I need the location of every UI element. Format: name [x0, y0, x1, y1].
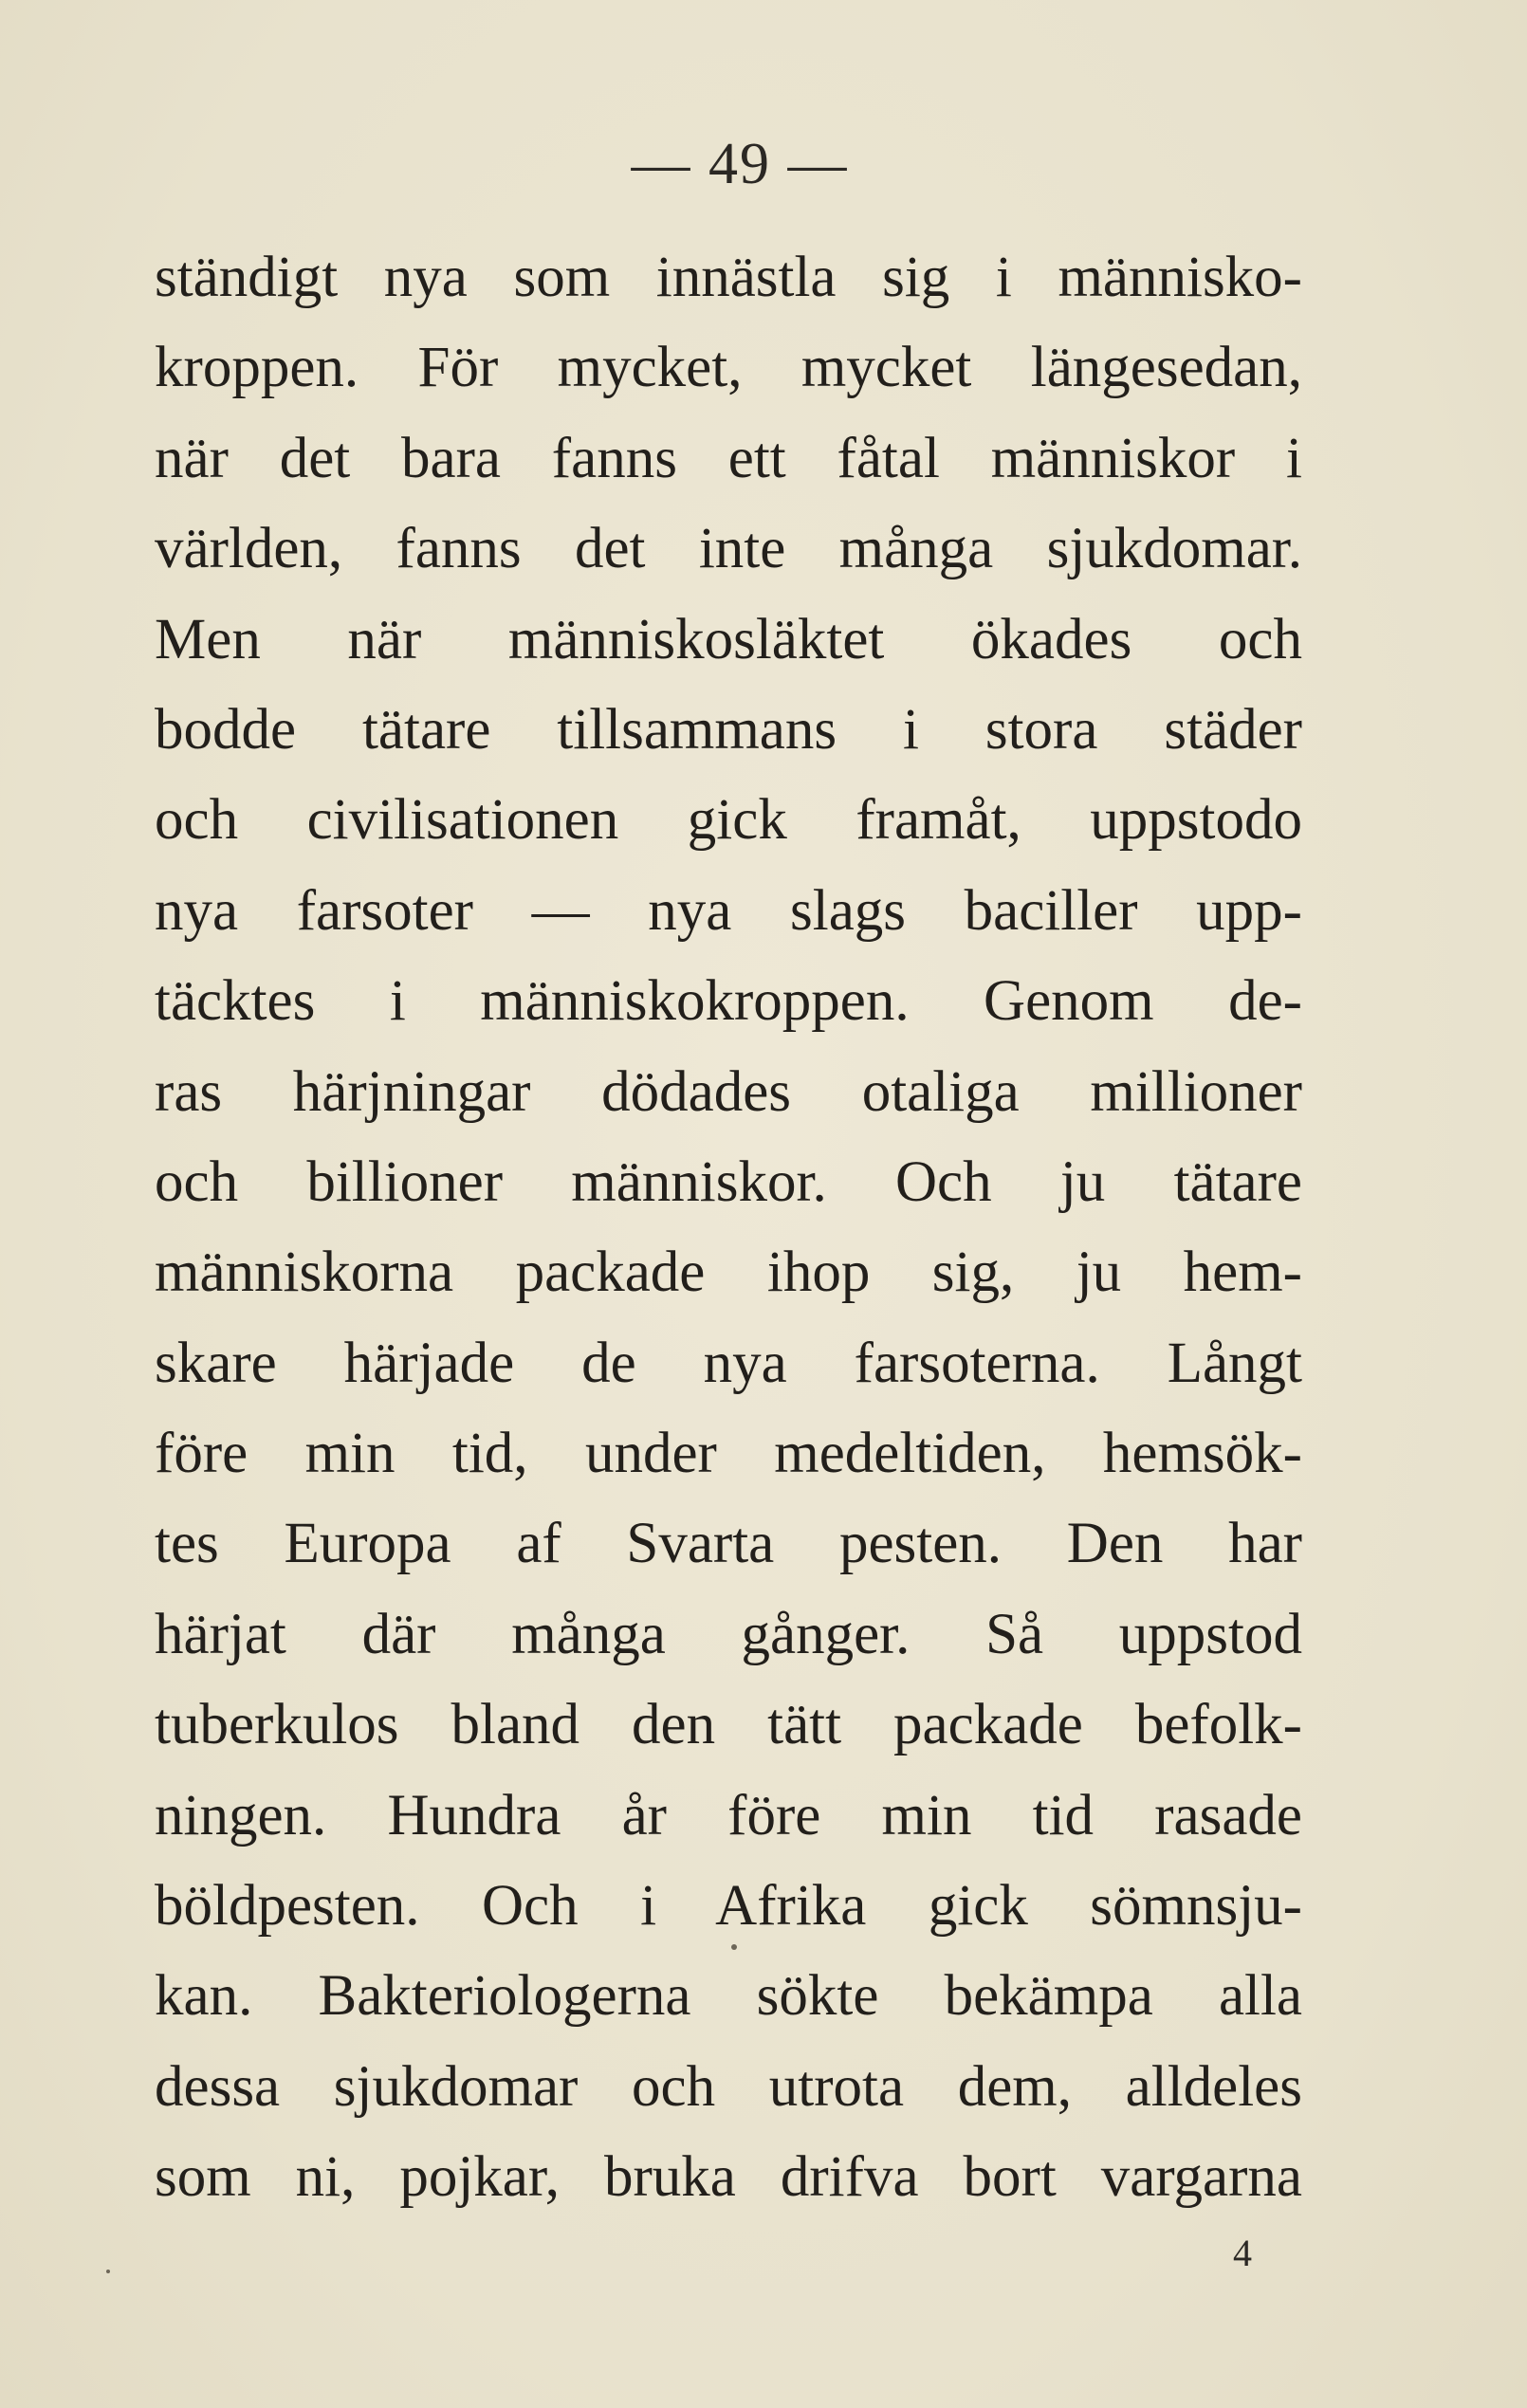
- text-line: kroppen. För mycket, mycket längesedan,: [155, 336, 1302, 400]
- text-line: bodde tätare tillsammans i stora städer: [155, 697, 1302, 762]
- text-line: och billioner människor. Och ju tätare: [155, 1149, 1302, 1214]
- text-line: nya farsoter — nya slags baciller upp-: [155, 878, 1302, 943]
- text-line: när det bara fanns ett fåtal människor i: [155, 426, 1302, 490]
- text-line: skare härjade de nya farsoterna. Långt: [155, 1331, 1302, 1395]
- page-number: — 49 —: [631, 132, 849, 196]
- text-line: dessa sjukdomar och utrota dem, alldeles: [155, 2054, 1302, 2119]
- text-line: kan. Bakteriologerna sökte bekämpa alla: [155, 1964, 1302, 2029]
- paper-speck: [106, 2270, 110, 2273]
- body-text: [155, 232, 1302, 2223]
- text-line: ras härjningar dödades otaliga millioner: [155, 1059, 1302, 1124]
- text-line: ständigt nya som innästla sig i människo-: [155, 246, 1302, 309]
- text-line: täcktes i människokroppen. Genom de-: [155, 969, 1302, 1034]
- text-line: Men när människosläktet ökades och: [155, 607, 1302, 671]
- text-line: före min tid, under medeltiden, hemsök-: [155, 1422, 1302, 1486]
- paper-speck: [731, 1944, 737, 1950]
- text-line: människorna packade ihop sig, ju hem-: [155, 1241, 1302, 1305]
- text-line: tuberkulos bland den tätt packade befolk-: [155, 1693, 1302, 1757]
- text-line: ningen. Hundra år före min tid rasade: [155, 1783, 1302, 1847]
- text-line: världen, fanns det inte många sjukdomar.: [155, 517, 1302, 581]
- text-line: tes Europa af Svarta pesten. Den har: [155, 1512, 1302, 1576]
- text-line: härjat där många gånger. Så uppstod: [155, 1602, 1302, 1666]
- signature-mark: 4: [1233, 2232, 1252, 2274]
- text-line: som ni, pojkar, bruka drifva bort vargarna: [155, 2145, 1302, 2210]
- text-line: böldpesten. Och i Afrika gick sömnsju-: [155, 1874, 1302, 1939]
- text-line: och civilisationen gick framåt, uppstodo: [155, 788, 1302, 853]
